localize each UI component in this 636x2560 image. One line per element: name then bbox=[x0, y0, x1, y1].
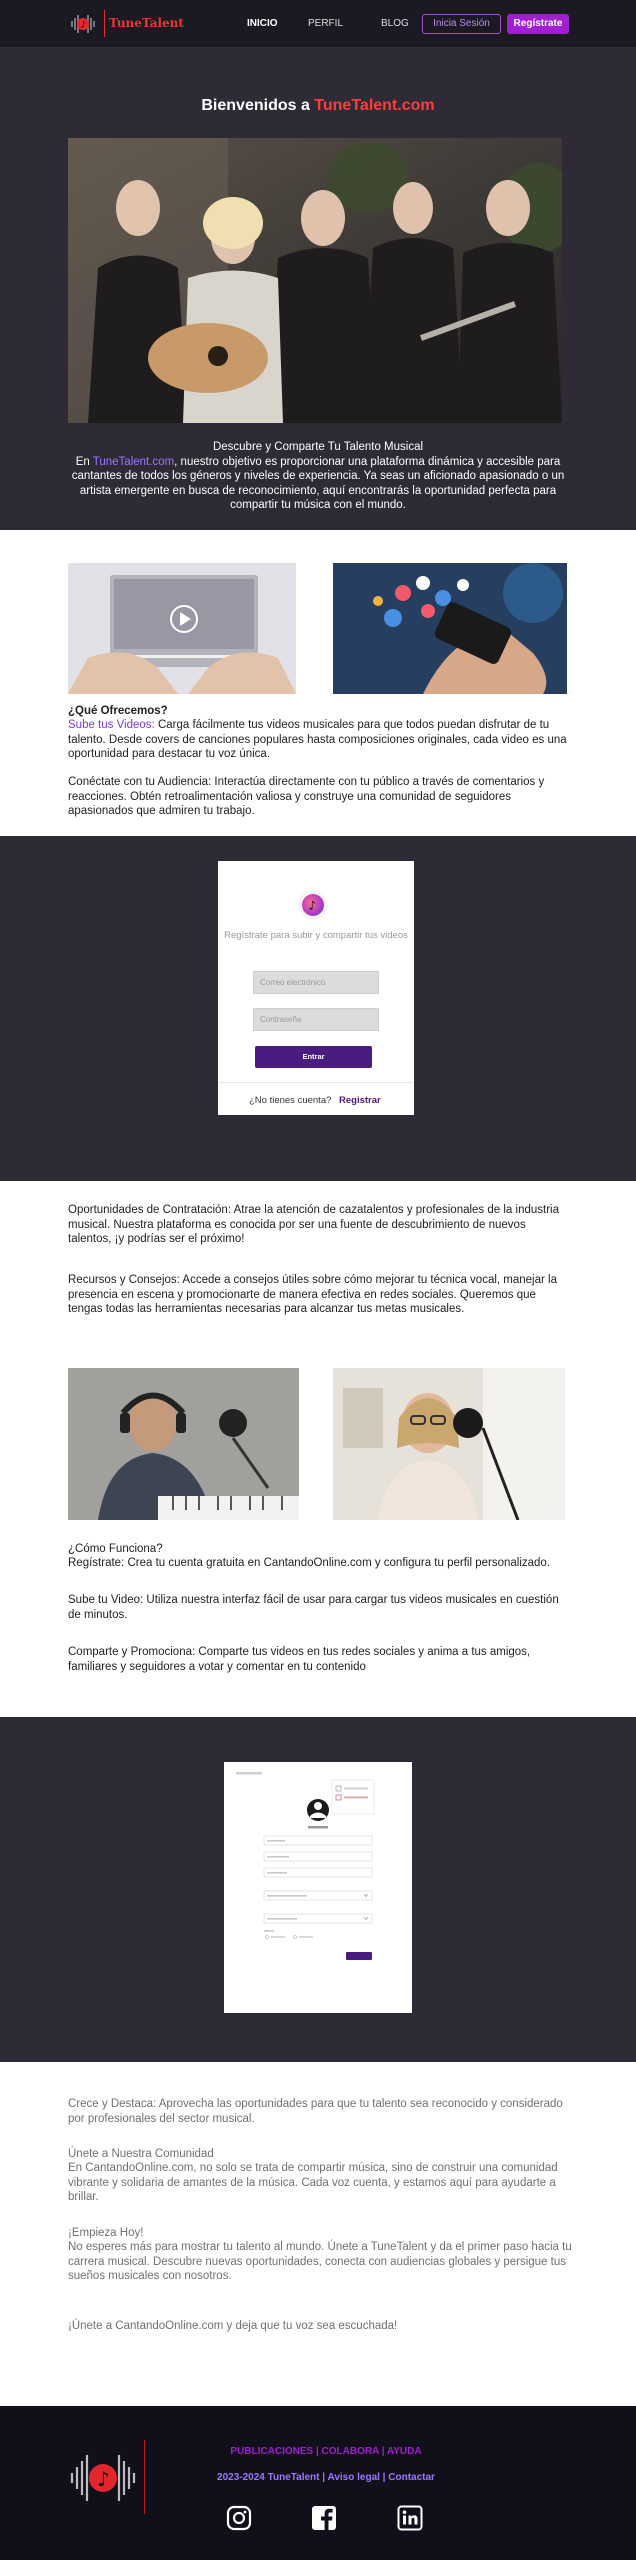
login-button[interactable]: Inicia Sesión bbox=[422, 14, 501, 34]
footer-links[interactable]: PUBLICACIONES | COLABORA | AYUDA bbox=[230, 2446, 422, 2457]
logo-divider bbox=[104, 10, 105, 37]
svg-text:♪: ♪ bbox=[97, 2467, 110, 2491]
logo-text[interactable]: TuneTalent bbox=[109, 16, 184, 30]
how-share-paragraph: Comparte y Promociona: Comparte tus videos en tus redes sociales y anima a tus amigos, familiares y seguidores a votar y comentar en tu contenido bbox=[68, 1646, 531, 1673]
hero-title-prefix: Bienvenidos a bbox=[201, 97, 315, 114]
resources-paragraph: Recursos y Consejos: Accede a consejos útiles sobre cómo mejorar tu técnica vocal, manejar la presencia en escena y promocionarte de manera efectiva en redes sociales. Queremos que tengas todas las herramientas necesarias para alcanzar tus metas musicales. bbox=[68, 1274, 557, 1316]
upload-body: Carga fácilmente tus videos musicales para que todos puedan disfrutar de tu talento. Desde covers de canciones populares hasta composiciones originales, cada video es una oportunidad para destacar tu voz única. bbox=[68, 719, 567, 761]
nav-link-perfil[interactable]: PERFIL bbox=[308, 18, 344, 29]
opportunities-paragraph: Oportunidades de Contratación: Atrae la atención de cazatalentos y profesionales de la industria musical. Nuestra plataforma es conocida por ser una fuente de descubrimiento de nuevos talentos, ¡y podrías ser el próximo! bbox=[68, 1204, 559, 1246]
grow-paragraph: Crece y Destaca: Aprovecha las oportunidades para que tu talento sea reconocido y considerado por profesionales del sector musical. bbox=[68, 2098, 563, 2125]
video-hands-image bbox=[68, 563, 296, 694]
linkedin-icon[interactable] bbox=[397, 2505, 423, 2531]
svg-text:♪: ♪ bbox=[308, 898, 317, 913]
hero-tunetalent-link[interactable]: TuneTalent.com bbox=[92, 456, 175, 468]
phone-reactions-image bbox=[333, 563, 567, 694]
profile-form-preview-image bbox=[224, 1762, 412, 2013]
instagram-icon[interactable] bbox=[226, 2505, 252, 2531]
offer-heading: ¿Qué Ofrecemos? bbox=[68, 705, 168, 717]
nav-link-blog[interactable]: BLOG bbox=[381, 18, 409, 29]
band-photo bbox=[68, 138, 562, 423]
login-submit-button[interactable]: Entrar bbox=[255, 1046, 372, 1068]
footer-logo-icon[interactable] bbox=[68, 2443, 138, 2513]
nav-link-inicio[interactable]: INICIO bbox=[247, 18, 278, 29]
community-heading: Únete a Nuestra Comunidad bbox=[68, 2148, 214, 2160]
man-singing-keyboard-image bbox=[68, 1368, 299, 1520]
hero-title bbox=[0, 97, 636, 115]
footer-copyright[interactable]: 2023-2024 TuneTalent | Aviso legal | Contactar bbox=[217, 2472, 435, 2483]
login-caption: Regístrate para subir y compartir tus videos bbox=[224, 930, 408, 941]
register-link[interactable]: Registrar bbox=[339, 1095, 381, 1106]
how-upload-paragraph: Sube tu Video: Utiliza nuestra interfaz fácil de usar para cargar tus videos musicales en cuestión de minutos. bbox=[68, 1594, 559, 1621]
login-divider bbox=[218, 1082, 414, 1083]
hero-subtitle: Descubre y Comparte Tu Talento Musical bbox=[212, 441, 424, 453]
start-today-paragraph: No esperes más para mostrar tu talento al mundo. Únete a TuneTalent y da el primer paso hacia tu carrera musical. Descubre nuevas oportunidades, conecta con audiencias globales y persigue tus sueños musicales con nosotros. bbox=[68, 2241, 572, 2283]
hero-text-body: , nuestro objetivo es proporcionar una plataforma dinámica y accesible para cantantes de todos los géneros y niveles de experiencia. Ya seas un aficionado apasionado o un artista emergente en busca de reconocimiento, aquí encontrarás la oportunidad perfecta para compartir tu música con el mundo. bbox=[71, 456, 565, 511]
logo-icon[interactable] bbox=[68, 9, 98, 39]
hero-text-prefix: En bbox=[75, 456, 93, 468]
register-button[interactable]: Regístrate bbox=[507, 14, 569, 34]
hero-title-brand: TuneTalent.com bbox=[314, 97, 435, 114]
music-logo-icon bbox=[298, 890, 328, 920]
how-register-paragraph: Regístrate: Crea tu cuenta gratuita en CantandoOnline.com y configura tu perfil personalizado. bbox=[68, 1557, 551, 1569]
start-today-heading: ¡Empieza Hoy! bbox=[68, 2227, 144, 2239]
woman-singing-mic-image bbox=[333, 1368, 565, 1520]
hero-description bbox=[66, 455, 570, 512]
how-it-works-heading: ¿Cómo Funciona? bbox=[68, 1543, 163, 1555]
no-account-text: ¿No tienes cuenta? bbox=[249, 1095, 332, 1106]
offer-audience-paragraph: Conéctate con tu Audiencia: Interactúa directamente con tu público a través de comentarios y reacciones. Obtén retroalimentación valiosa y construye una comunidad de seguidores apasionados que admiren tu trabajo. bbox=[68, 776, 545, 818]
community-paragraph: En CantandoOnline.com, no solo se trata de compartir música, sino de construir una comunidad vibrante y solidaria de amantes de la música. Cada voz cuenta, y estamos aquí para ayudarte a brillar. bbox=[68, 2162, 558, 2204]
facebook-icon[interactable] bbox=[311, 2505, 337, 2531]
join-cta-text: ¡Únete a CantandoOnline.com y deja que tu voz sea escuchada! bbox=[68, 2320, 398, 2332]
email-field[interactable]: Correo electrónico bbox=[253, 971, 379, 994]
upload-label: Sube tus Videos: bbox=[68, 719, 155, 731]
offer-upload-paragraph bbox=[68, 718, 568, 762]
footer-divider bbox=[144, 2440, 145, 2514]
svg-text:♪: ♪ bbox=[80, 20, 87, 31]
password-field[interactable]: Contraseña bbox=[253, 1008, 379, 1031]
